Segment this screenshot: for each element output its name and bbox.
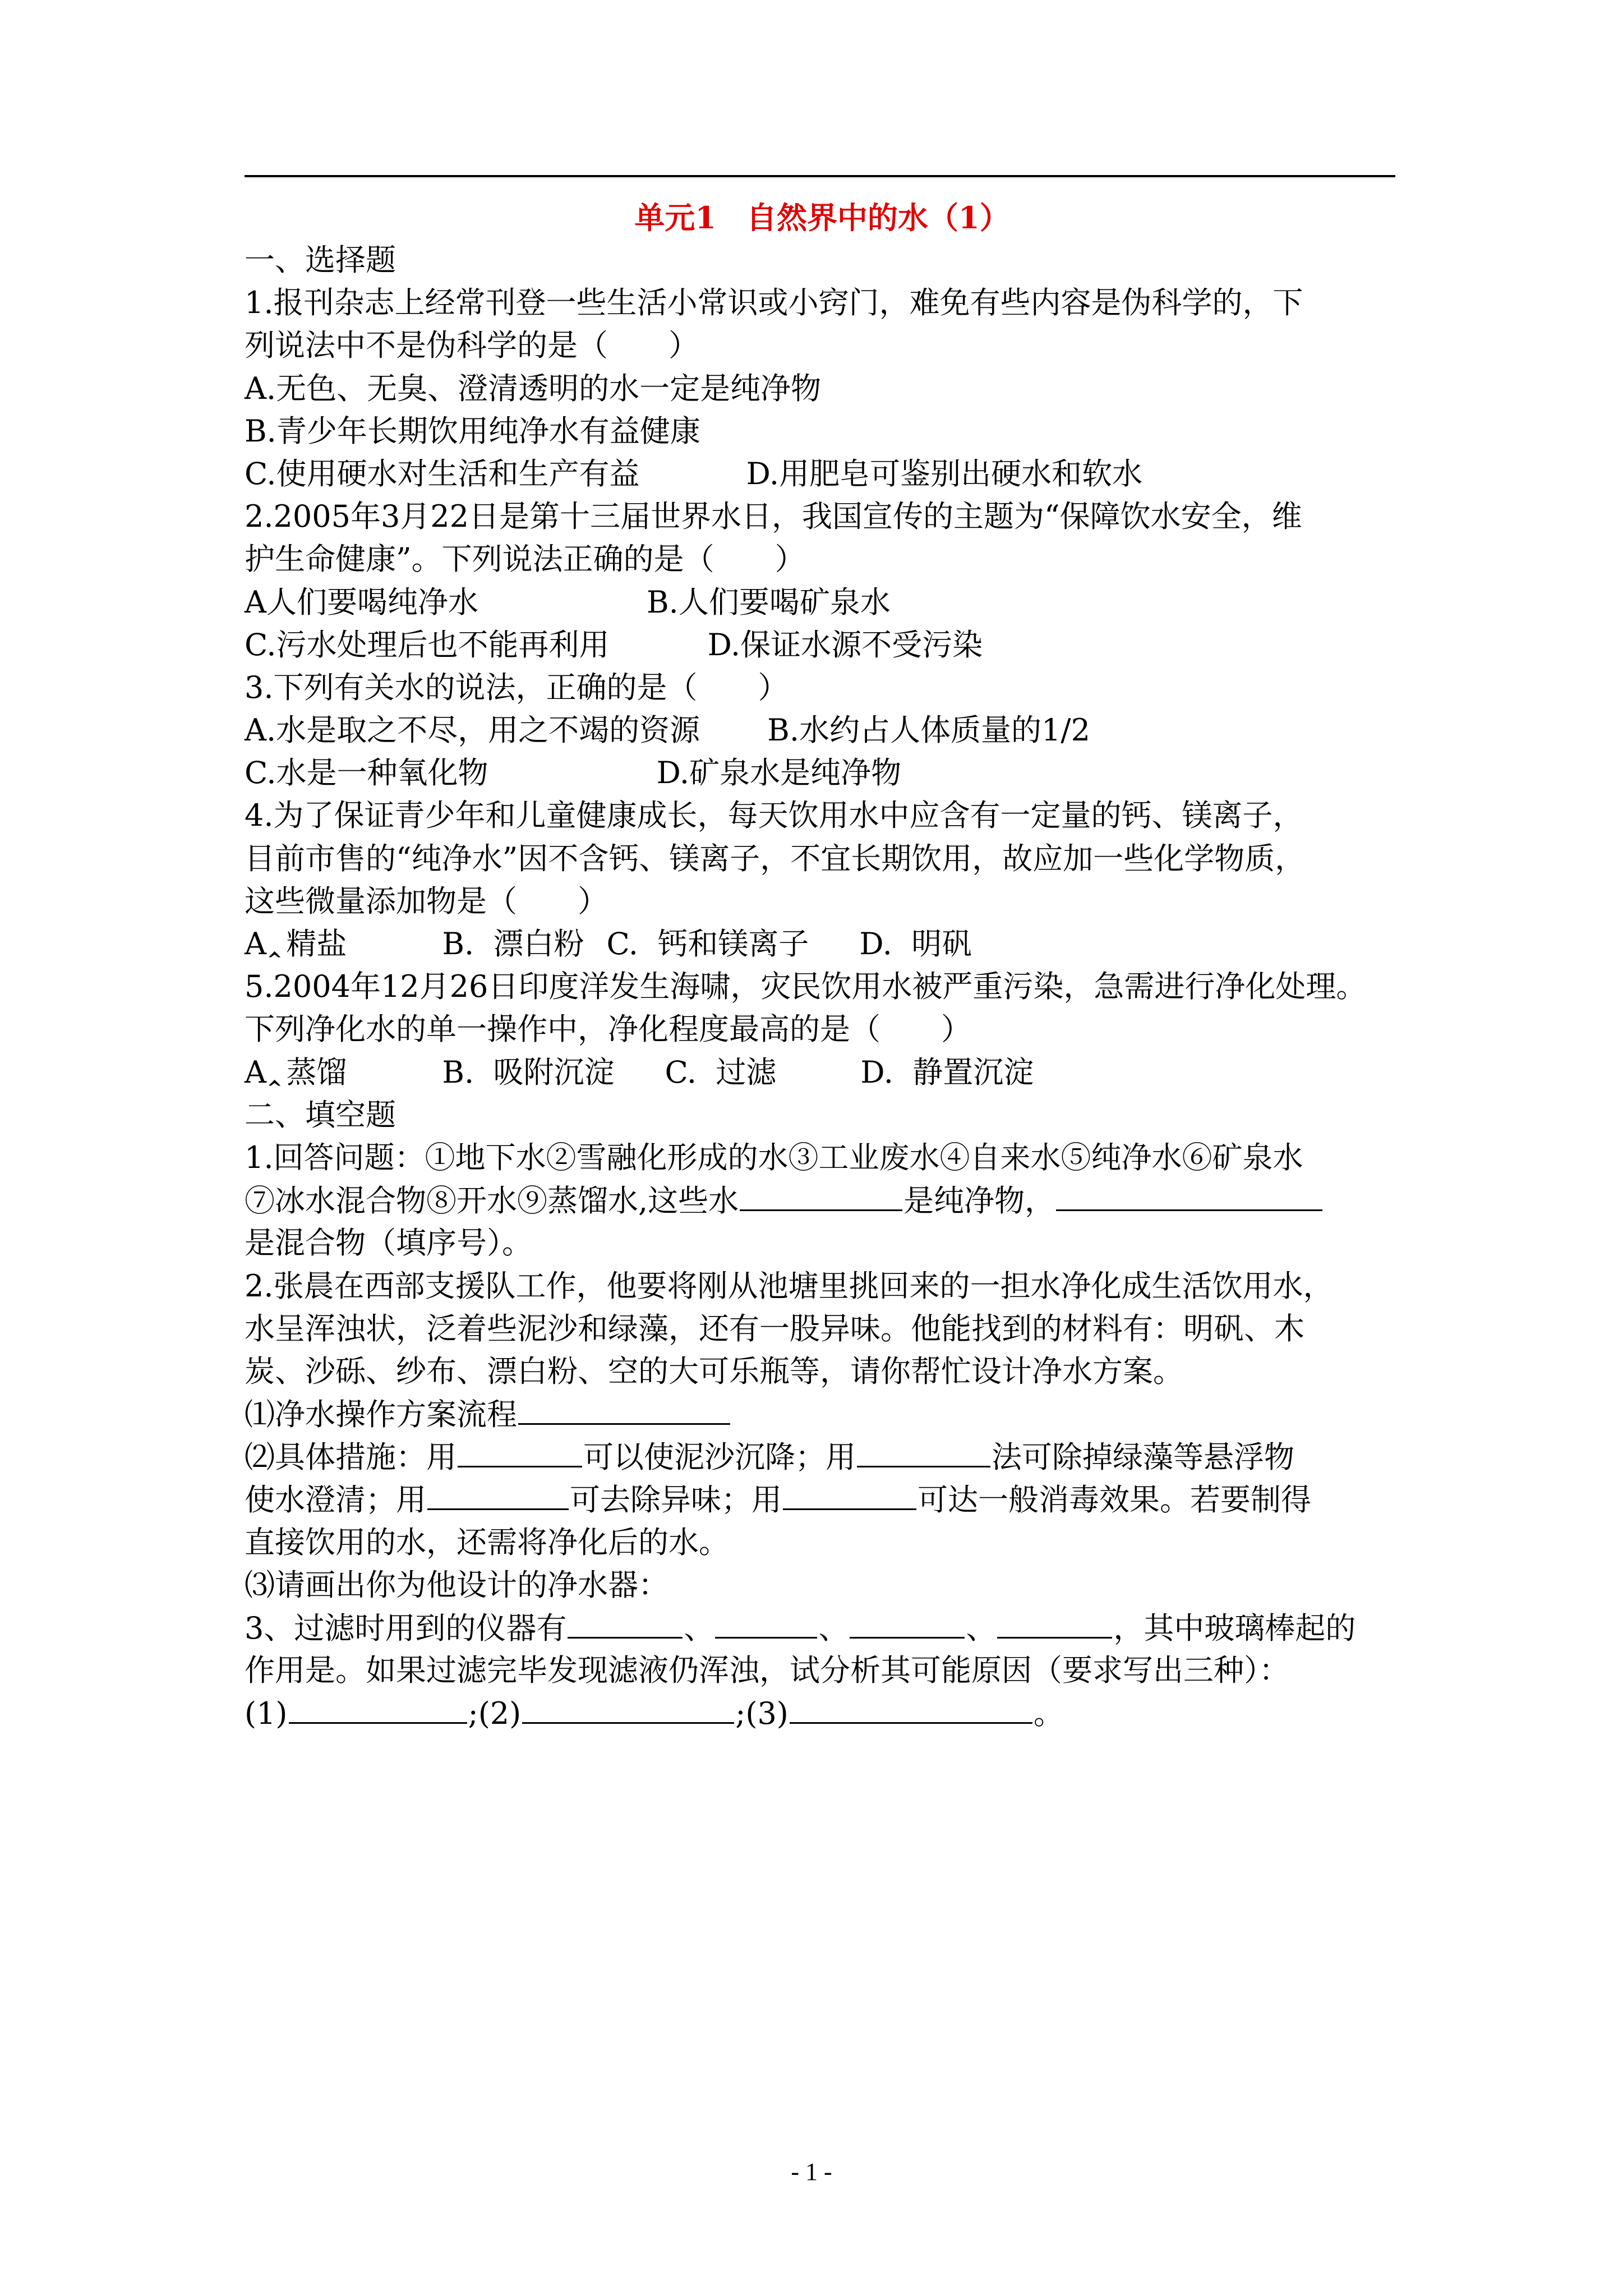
question-5-line-2: 下列净化水的单一操作中，净化程度最高的是（ ） — [245, 1011, 971, 1047]
section-heading-fill: 二、填空题 — [245, 1097, 396, 1133]
question-2-options-ab — [245, 581, 1400, 624]
question-5-option-c: C. 过滤 — [665, 1054, 777, 1090]
answer-blank[interactable] — [1056, 1179, 1322, 1211]
question-3-line-1: 3.下列有关水的说法，正确的是（ ） — [245, 669, 789, 705]
answer-blank[interactable] — [997, 1607, 1112, 1639]
answer-blank[interactable] — [427, 1478, 569, 1510]
header-rule — [245, 175, 1395, 177]
fill-2-part-3: ⑶请画出你为他设计的净水器： — [245, 1567, 668, 1603]
fill-2-part-2-text-d: 使水澄清；用 — [245, 1482, 426, 1518]
fill-2-part-1 — [245, 1393, 1400, 1435]
question-4-options — [245, 923, 1400, 965]
separator: 、 — [818, 1611, 849, 1646]
question-1-line-1: 1.报刊杂志上经常刊登一些生活小常识或小窍门，难免有些内容是伪科学的，下 — [245, 285, 1303, 321]
question-3-options-ab — [245, 709, 1400, 752]
caret-up-icon: ‸ — [266, 932, 283, 958]
separator: 、 — [966, 1611, 997, 1646]
end-mark: 。 — [1033, 1696, 1064, 1732]
answer-blank[interactable] — [783, 1478, 916, 1510]
fill-2-part-2-line-2 — [245, 1478, 1400, 1521]
answer-blank[interactable] — [458, 1435, 582, 1467]
fill-3-line-3 — [245, 1692, 1400, 1734]
question-2-option-d: D.保证水源不受污染 — [707, 627, 983, 662]
question-1-option-d: D.用肥皂可鉴别出硬水和软水 — [746, 455, 1143, 491]
answer-blank[interactable] — [790, 1692, 1032, 1724]
question-5-option-d: D. 静置沉淀 — [860, 1054, 1034, 1090]
fill-3-line-1 — [245, 1607, 1400, 1649]
fill-2-part-2-text-a: ⑵具体措施：用 — [245, 1439, 457, 1475]
fill-1-line-2 — [245, 1179, 1400, 1222]
section-heading-choice: 一、选择题 — [245, 242, 396, 278]
fill-2-line-3: 炭、沙砾、纱布、漂白粉、空的大可乐瓶等，请你帮忙设计净水方案。 — [245, 1353, 1183, 1389]
reason-3-label: ;(3) — [735, 1696, 789, 1732]
answer-blank[interactable] — [518, 1393, 730, 1425]
question-1-line-2: 列说法中不是伪科学的是（ ） — [245, 328, 699, 364]
fill-2-part-2-line-1 — [245, 1435, 1400, 1478]
reason-1-label: (1) — [245, 1696, 288, 1732]
fill-1-text-b: 是纯净物， — [903, 1183, 1055, 1219]
fill-2-part-2-line-3: 直接饮用的水，还需将净化后的水。 — [245, 1524, 729, 1560]
question-2-options-cd — [245, 624, 1400, 666]
question-5-option-a: 蒸馏 — [286, 1054, 347, 1090]
fill-1-line-1: 1.回答问题：①地下水②雪融化形成的水③工业废水④自来水⑤纯净水⑥矿泉水 — [245, 1139, 1303, 1175]
question-1-option-b: B.青少年长期饮用纯净水有益健康 — [245, 413, 700, 449]
fill-2-part-2-text-f: 可达一般消毒效果。若要制得 — [917, 1482, 1311, 1518]
fill-2-part-2-text-e: 可去除异味；用 — [570, 1482, 782, 1518]
question-1-option-a: A.无色、无臭、澄清透明的水一定是纯净物 — [245, 370, 822, 406]
question-2-line-2: 护生命健康”。下列说法正确的是（ ） — [245, 541, 805, 577]
question-4-option-a-letter: A — [245, 926, 266, 961]
question-4-line-2: 目前市售的“纯净水”因不含钙、镁离子，不宜长期饮用，故应加一些化学物质， — [245, 840, 1306, 876]
answer-blank[interactable] — [850, 1607, 965, 1639]
fill-3-line-2: 作用是。如果过滤完毕发现滤液仍浑浊，试分析其可能原因（要求写出三种）： — [245, 1653, 1289, 1688]
question-5-options — [245, 1051, 1400, 1094]
fill-1-text-a: ⑦冰水混合物⑧开水⑨蒸馏水,这些水 — [245, 1183, 739, 1219]
fill-2-part-2-text-c: 法可除掉绿藻等悬浮物 — [992, 1439, 1294, 1475]
question-3-option-b: B.水约占人体质量的1/2 — [767, 712, 1090, 748]
question-4-line-1: 4.为了保证青少年和儿童健康成长，每天饮用水中应含有一定量的钙、镁离子， — [245, 798, 1303, 834]
fill-2-line-2: 水呈浑浊状，泛着些泥沙和绿藻，还有一股异味。他能找到的材料有：明矾、木 — [245, 1310, 1304, 1346]
question-4-option-d: D. 明矾 — [859, 926, 972, 961]
answer-blank[interactable] — [740, 1179, 902, 1211]
fill-3-text-b: ，其中玻璃棒起的 — [1113, 1611, 1356, 1646]
answer-blank[interactable] — [857, 1435, 990, 1467]
question-2-line-1: 2.2005年3月22日是第十三届世界水日，我国宣传的主题为“保障饮水安全，维 — [245, 499, 1302, 535]
fill-2-part-2-text-b: 可以使泥沙沉降；用 — [583, 1439, 856, 1475]
question-1-options-cd — [245, 453, 1400, 495]
question-3-option-c: C.水是一种氧化物 — [245, 755, 488, 791]
question-5-option-a-letter: A — [245, 1054, 266, 1090]
worksheet-content — [245, 196, 1400, 1735]
question-3-option-a: A.水是取之不尽，用之不竭的资源 — [245, 712, 700, 748]
fill-3-text-a: 3、过滤时用到的仪器有 — [245, 1611, 567, 1646]
reason-2-label: ;(2) — [468, 1696, 522, 1732]
answer-blank[interactable] — [715, 1607, 817, 1639]
answer-blank[interactable] — [568, 1607, 683, 1639]
question-5-line-1: 5.2004年12月26日印度洋发生海啸，灾民饮用水被严重污染，急需进行净化处理。 — [245, 969, 1367, 1005]
fill-2-line-1: 2.张晨在西部支援队工作，他要将刚从池塘里挑回来的一担水净化成生活饮用水， — [245, 1268, 1334, 1304]
question-4-option-c: C. 钙和镁离子 — [606, 926, 809, 961]
question-4-option-a: 精盐 — [286, 926, 347, 961]
question-3-options-cd — [245, 752, 1400, 794]
answer-blank[interactable] — [289, 1692, 467, 1724]
question-2-option-c: C.污水处理后也不能再利用 — [245, 627, 610, 662]
question-2-option-a: A人们要喝纯净水 — [245, 584, 478, 620]
question-2-option-b: B.人们要喝矿泉水 — [647, 584, 891, 620]
question-4-option-b: B. 漂白粉 — [442, 926, 584, 961]
separator: 、 — [684, 1611, 714, 1646]
page-number: - 1 - — [791, 2158, 832, 2185]
caret-up-icon: ‸ — [266, 1060, 283, 1086]
fill-2-part-1-text: ⑴净水操作方案流程 — [245, 1397, 517, 1433]
question-3-option-d: D.矿泉水是纯净物 — [656, 755, 902, 791]
answer-blank[interactable] — [522, 1692, 734, 1724]
question-4-line-3: 这些微量添加物是（ ） — [245, 883, 608, 919]
question-1-option-c: C.使用硬水对生活和生产有益 — [245, 455, 640, 491]
fill-1-line-3: 是混合物（填序号）。 — [245, 1225, 532, 1261]
question-5-option-b: B. 吸附沉淀 — [442, 1054, 615, 1090]
page-title: 单元1 自然界中的水（1） — [634, 200, 1010, 236]
